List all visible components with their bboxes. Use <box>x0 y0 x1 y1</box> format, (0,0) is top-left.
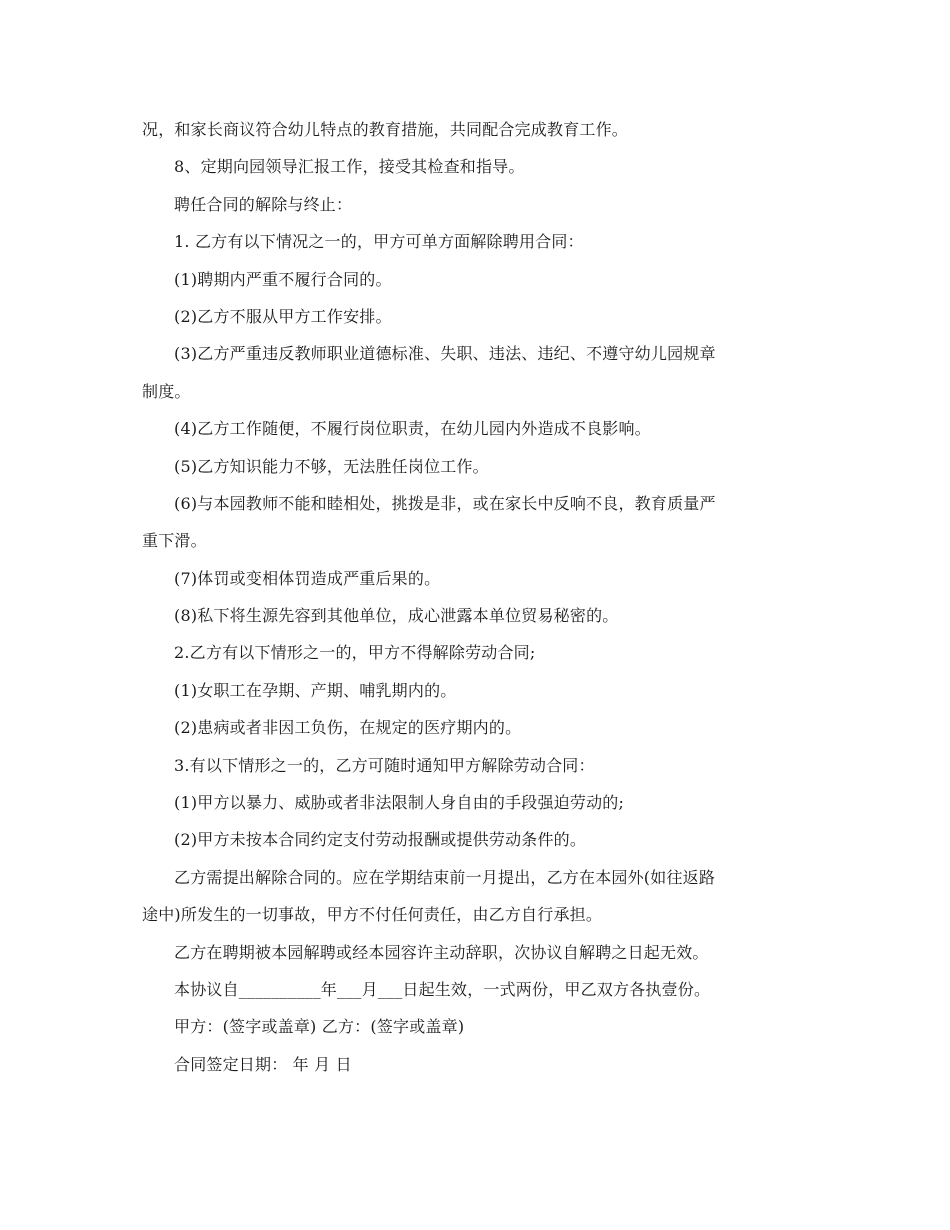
list-item: (2)乙方不服从甲方工作安排。 <box>174 306 392 326</box>
list-item-line: 重下滑。 <box>142 531 207 551</box>
clause-heading: 1. 乙方有以下情况之一的，甲方可单方面解除聘用合同： <box>174 232 584 252</box>
list-item: (1)甲方以暴力、威胁或者非法限制人身自由的手段强迫劳动的; <box>174 793 625 813</box>
list-item: (5)乙方知识能力不够，无法胜任岗位工作。 <box>174 456 489 476</box>
list-item-line: (6)与本园教师不能和睦相处，挑拨是非，或在家长中反响不良，教育质量严 <box>174 493 716 513</box>
paragraph-line: 8、定期向园领导汇报工作，接受其检查和指导。 <box>174 157 525 177</box>
list-item: (2)甲方未按本合同约定支付劳动报酬或提供劳动条件的。 <box>174 830 587 850</box>
list-item: (4)乙方工作随便，不履行岗位职责，在幼儿园内外造成不良影响。 <box>174 419 651 439</box>
list-item: (1)女职工在孕期、产期、哺乳期内的。 <box>174 680 457 700</box>
list-item <box>142 342 810 402</box>
paragraph-line: 乙方需提出解除合同的。应在学期结束前一月提出，乙方在本园外(如往返路 <box>174 867 716 887</box>
signing-date-line: 合同签定日期： 年 月 日 <box>174 1054 352 1074</box>
signature-line: 甲方：(签字或盖章) 乙方：(签字或盖章) <box>174 1017 465 1037</box>
paragraph <box>142 866 810 926</box>
list-item-line: 制度。 <box>142 381 191 401</box>
list-item <box>142 492 810 552</box>
clause-heading: 2.乙方有以下情形之一的，甲方不得解除劳动合同; <box>174 643 536 663</box>
list-item: (7)体罚或变相体罚造成严重后果的。 <box>174 568 441 588</box>
paragraph-line: 途中)所发生的一切事故，甲方不付任何责任，由乙方自行承担。 <box>142 905 603 925</box>
section-heading: 聘任合同的解除与终止： <box>174 194 353 214</box>
list-item: (2)患病或者非因工负伤，在规定的医疗期内的。 <box>174 718 522 738</box>
list-item: (8)私下将生源先容到其他单位，成心泄露本单位贸易秘密的。 <box>174 606 619 626</box>
paragraph-line: 况，和家长商议符合幼儿特点的教育措施，共同配合完成教育工作。 <box>142 120 629 139</box>
document-body <box>142 118 810 1090</box>
paragraph-line: 乙方在聘期被本园解聘或经本园容许主动辞职，次协议自解聘之日起无效。 <box>174 942 709 962</box>
effective-date-clause: 本协议自__________年___月___日起生效，一式两份，甲乙双方各执壹份。 <box>174 979 711 999</box>
clause-heading: 3.有以下情形之一的，乙方可随时通知甲方解除劳动合同： <box>174 755 595 775</box>
list-item: (1)聘期内严重不履行合同的。 <box>174 269 392 289</box>
list-item-line: (3)乙方严重违反教师职业道德标准、失职、违法、违纪、不遵守幼儿园规章 <box>174 344 716 364</box>
